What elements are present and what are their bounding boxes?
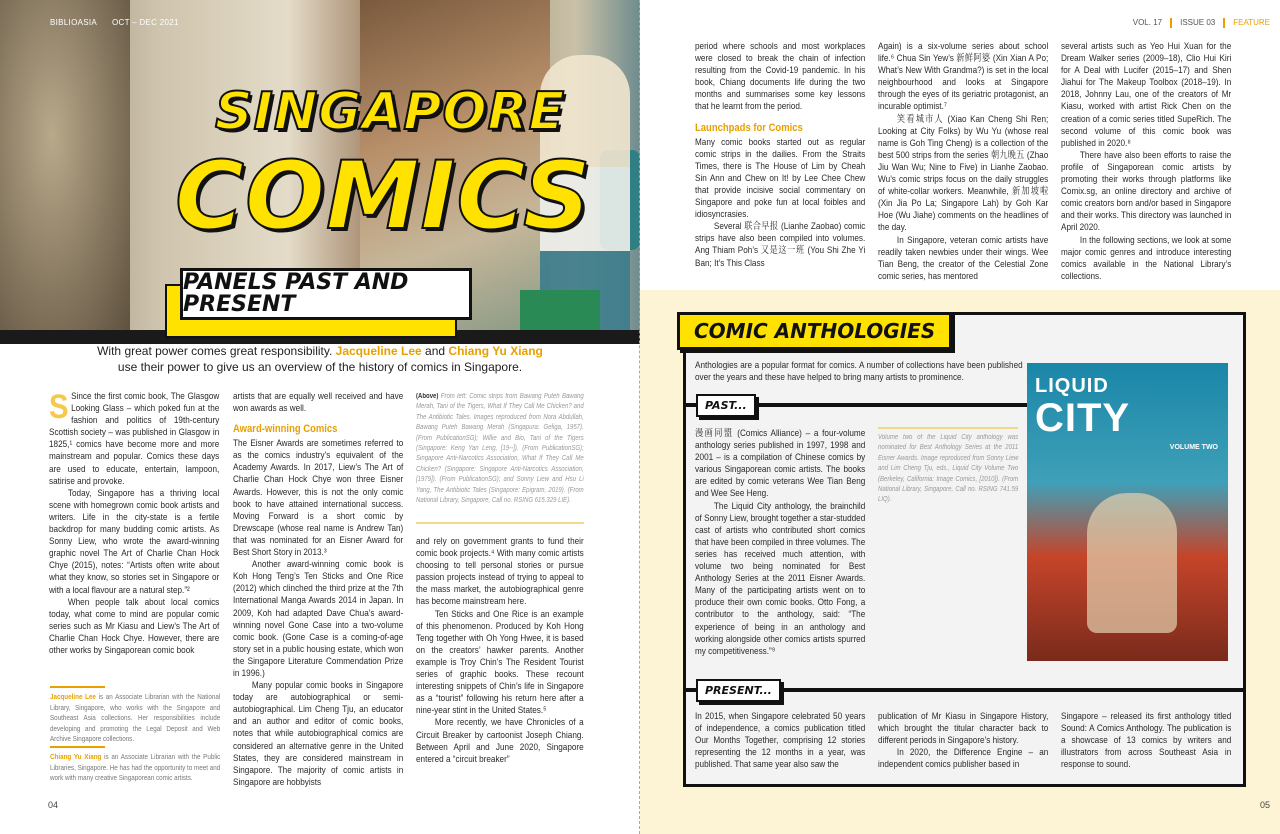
article-column-3: and rely on government grants to fund their comic book projects.⁴ With many comic artists choosing to tell personal stories or pursue passion projects instead of trying to appeal to the mass market, the autobiographical genre has become mainstream here. Ten Sticks and One Rice is an example of this phenomenon. Produced by Koh Hong Teng together with Oh Yong Hwee, it is based on the creators’ hawker parents. Another example is Troy Chin’s The Resident Tourist series of graphic books. These recount interesting snippets of Chin’s life in Singapore as a “tourist” following his return here after a nine-year stint in the United States.⁵ More recently, we have Chronicles of a Circuit Breaker by cartoonist Joseph Chiang. Between April and June 2020, Singapore entered a “circuit breaker”	[416, 536, 584, 765]
masthead-magazine: BIBLIOASIA	[50, 18, 98, 27]
running-header: VOL. 17 ISSUE 03 FEATURE	[1132, 18, 1270, 27]
article-column-4: period where schools and most workplaces were closed to break the chain of infection resulting from the Covid-19 pandemic. In his book, Chiang documents life during the two months and summarises some key lessons that he learnt from the period. Launchpads for Comics Many comic books started out as regular comic strips in the dailies. From the Straits Times, there is The House of Lim by Cheah Sin Ann and Chew on It! by Lee Chee Chew that provide incisive social commentary on Singapore and poke fun at local foibles and idiosyncrasies. Several 联合早报 (Lianhe Zaobao) comic strips have also been compiled into volumes. Ang Thiam Poh’s 又是这一班 (You Shi Zhe Yi Ban; It’s This Class	[695, 41, 866, 269]
cover-caption: Volume two of the Liquid City anthology was nominated for Best Anthology Series at the 2011 Eisner Awards. Image reproduced from Sonny Liew and Lim Cheng Tju, eds., Liquid City Volume Two (Berkeley, California: Image Comics, [2010]). (From National Library, Singapore, Call no. RSING 741.59 LIQ).	[878, 434, 1019, 504]
present-column-2: publication of Mr Kiasu in Singapore History, which brought the titular character back to different periods in Singapore’s history. In 2020, the Difference Engine – an independent comics publisher based in	[878, 711, 1049, 771]
subtitle-banner: PANELS PAST AND PRESENT	[180, 268, 472, 320]
sidebar-intro: Anthologies are a popular format for comics. A number of collections have been published over the years and these have helped to bring many artists to prominence.	[695, 360, 1023, 384]
sidebar-title: COMIC ANTHOLOGIES	[677, 312, 952, 350]
author-bio-2: Chiang Yu Xiang is an Associate Librarian with the Public Libraries, Singapore. He has had the opportunity to meet and work with many creative Singaporean comic artists.	[50, 746, 220, 784]
article-column-6: several artists such as Yeo Hui Xuan for the Dream Walker series (2009–18), Clio Hui Kiri for A Deal with Lucifer (2015–17) and Shen Jiahui for The Makeup Toolbox (2018–19). In 2018, Johnny Lau, one of the creators of Mr Kiasu, worked with artist Rick Chen on the creation of a comic series titled SupeRich. The second volume of this comic book was published in 2020.⁸ There have also been efforts to raise the profile of Singaporean comic artists by promoting their works through platforms like Comix.sg, an online directory and archive of comic creators born and/or based in Singapore and their works. This directory was launched in April 2020. In the following sections, we look at some major comic genres and introduce interesting comics available in the National Library’s collections.	[1061, 41, 1232, 282]
article-column-5: Again) is a six-volume series about school life.⁶ Chua Sin Yew’s 新鲜阿婆 (Xin Xian A Po; What’s New With Grandma?) is set in the local neighbourhood and looks at Singapore through the eyes of its geriatric protagonist, an incurable optimist.⁷ 笑看城市人 (Xiao Kan Cheng Shi Ren; Looking at City Folks) by Wu Yu (whose real name is Goh Ting Cheng) is a collection of the best 500 strips from the series 朝九晚五 (Zhao Jiu Wan Wu; Nine to Five) in Lianhe Zaobao. Wu’s comic strips focus on the daily struggles of white-collar workers. Meanwhile, 新加坡啦 (Xin Jia Po La; Singapore Lah) by Goh Kar Hoe (Wu Jiahe) comments on the headlines of the day. In Singapore, veteran comic artists have readily taken newbies under their wings. Wee Tian Beng, the creator of the Celestial Zone comic series, has mentored	[878, 41, 1049, 282]
caption-rule	[416, 522, 584, 524]
past-label: PAST...	[696, 394, 756, 417]
present-label: PRESENT...	[696, 679, 781, 702]
present-column-1: In 2015, when Singapore celebrated 50 years of independence, a comics publication titled Our Months Together, comprising 12 stories representing the 12 months in a year, was published. That same year also saw the	[695, 711, 866, 771]
drop-cap: S	[49, 388, 69, 426]
heading-launchpads: Launchpads for Comics	[695, 121, 803, 134]
title-singapore: SINGAPORE	[215, 82, 566, 142]
image-caption: (Above) From left: Comic strips from Bawang Puteh Bawang Merah, Tani of the Tigers, What If They Call Me Chicken? and The Antibiotic Tales. Images reproduced from Nora Abdullah, Bawang Puteh Bawang Merah (Singapura: Geliga, 1957). (From PublicationSG); Willie and Bio, Tani of the Tigers (Singapore: Keng Yan Leng, [19--]). (From PublicationSG); Singapore Anti-Narcotics Association, What If They Call Me Chicken? (Singapore: Singapore Anti-Narcotics Association, [1979]). (From PublicationSG); and Sonny Liew and Hsu Li Yang, The Antibiotic Tales (Singapore: Epigram, 2019). (From National Library, Singapore, Call no. RSING 615.329 LIE).	[416, 393, 584, 505]
present-column-3: Singapore – released its first anthology titled Sound: A Comics Anthology. The publication is a showcase of 13 comics by writers and illustrators from across Southeast Asia in response to sound.	[1061, 711, 1232, 771]
article-column-1: S Since the first comic book, The Glasgow Looking Glass – which poked fun at the fashion and politics of 19th-century Scottish society – was published in Glasgow in 1825,¹ comics have become more and more mainstream and popular. Comics these days are used to educate, entertain, lampoon, satirise and provoke. Today, Singapore has a thriving local scene with homegrown comic book artists and writers. Life in the city-state is a fertile backdrop for many budding comic artists. As Sonny Liew, who wrote the award-winning graphic novel The Art of Charlie Chan Hock Chye (2015), notes: “Artists often write about what they know, so stories set in Singapore or with a local flavour are a natural step.”² When people talk about local comics today, what come to mind are popular comic series such as Mr Kiasu and Liew’s The Art of Charlie Chan Hock Chye. However, there are other works by Singaporean comic book	[49, 388, 220, 656]
standfirst: With great power comes great responsibility. Jacqueline Lee and Chiang Yu Xiang use their power to give us an overview of the history of comics in Singapore.	[97, 344, 543, 374]
heading-award-winning: Award-winning Comics	[233, 423, 338, 436]
masthead-date: OCT – DEC 2021	[112, 18, 179, 27]
page-number-right: 05	[1259, 800, 1270, 810]
cover-caption-rule	[878, 427, 1018, 429]
article-column-2: artists that are equally well received and have won awards as well. Award-winning Comics The Eisner Awards are sometimes referred to as the comics industry’s equivalent of the Academy Awards. In 2017, Liew’s The Art of Charlie Chan Hock Chye won three Eisner Awards. However, this is not the only comic book to have attained international success. Moving Forward is a short comic by Drewscape (whose real name is Andrew Tan) that was nominated for an Eisner Award for Best Short Story in 2013.³ Another award-winning comic book is Koh Hong Teng’s Ten Sticks and One Rice (2012) which clinched the third prize at the 7th International Manga Awards 2014 in Japan. In 2009, Koh had adapted Dave Chua’s award-winning novel Gone Case into a two-volume comic book. (Gone Case is a coming-of-age story set in a public housing estate, which won the Singapore Literature Commendation Prize in 1996.) Many popular comic books in Singapore today are autobiographical or semi-autobiographical. Lim Cheng Tju, an educator and an author and editor of comic books, notes that while autobiographical comics are considered an alternative genre in the United States, they are considered mainstream in Singapore. The majority of comic artists in Singapore are hobbyists	[233, 391, 404, 788]
author-link-1: Jacqueline Lee	[335, 344, 422, 358]
author-bio-1: Jacqueline Lee is an Associate Librarian with the National Library, Singapore, who works with the Singapore and Southeast Asia collections. Her responsibilities include developing and promoting the Legal Deposit and Web Archive Singapore collections.	[50, 686, 220, 745]
liquid-city-cover-image: LIQUID CITY VOLUME TWO	[1027, 363, 1228, 661]
past-column: 漫画同盟 (Comics Alliance) – a four-volume anthology series published in 1997, 1998 and 2001 – is a compilation of Chinese comics by various Singaporean comic artists. The books are edited by comic veterans Wee Tian Beng and Wee See Heng. The Liquid City anthology, the brainchild of Sonny Liew, brought together a star-studded cast of artists who contributed short comics that have been compiled in three volumes. The series has received much attention, with volume two being nominated for Best Anthology Series at the 2011 Eisner Awards. Many of the participating artists went on to produce their own comic books. Otto Fong, a contributor to the anthology, said: “The experience of being in an anthology and working alongside other comics artists spurred my competitiveness.”⁹	[695, 428, 866, 657]
title-comics: COMICS	[175, 142, 592, 251]
page-number-left: 04	[48, 800, 59, 810]
author-link-2: Chiang Yu Xiang	[448, 344, 543, 358]
right-page	[640, 0, 1280, 834]
